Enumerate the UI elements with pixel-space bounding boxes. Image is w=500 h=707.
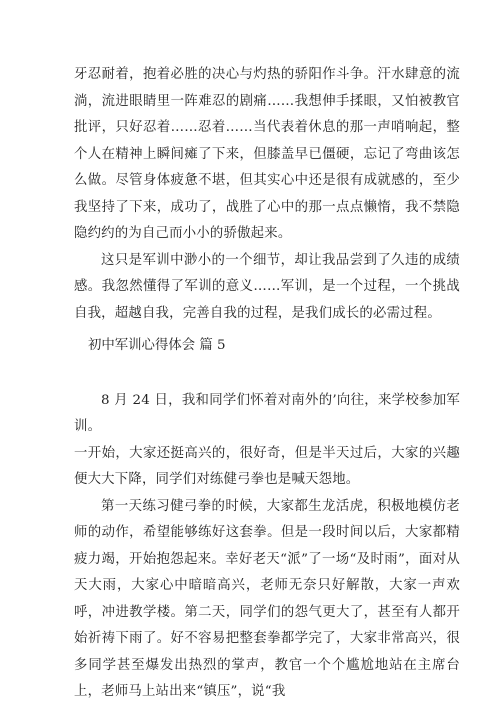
paragraph-1: 牙忍耐着，抱着必胜的决心与灼热的骄阳作斗争。汗水肆意的流淌，流进眼睛里一阵难忍的剧痛……我想伸手揉眼，又怕被教官批评，只好忍着……忍着……当代表着休息的那一声哨响起，整个人在精神上瞬间瘫了下来，但膝盖早已僵硬，忘记了弯曲该怎么做。尽管身体疲惫不堪，但其实心中还是很有成就感的，至少我坚持了下来，成功了，战胜了心中的那一点点懒惰，我不禁隐隐约约的为自己而小小的骄傲起来。 [74, 67, 460, 241]
section-heading: 初中军训心得体会 篇 5 [88, 338, 226, 353]
paragraph-2: 这只是军训中渺小的一个细节，却让我品尝到了久违的成绩感。我忽然懂得了军训的意义……军训，是一个过程，一个挑战自我，超越自我，完善自我的过程，是我们成长的必需过程。 [74, 252, 460, 321]
spacer [74, 360, 460, 388]
paragraph-4: 一开始，大家还挺高兴的，很好奇，但是半天过后，大家的兴趣便大大下降，同学们对练健弓拳也是喊天怨地。 [74, 445, 460, 487]
paragraph-5: 第一天练习健弓拳的时候，大家都生龙活虎，积极地模仿老师的动作，希望能够练好这套拳。但是一段时间以后，大家都精疲力竭，开始抱怨起来。幸好老天“派”了一场“及时雨”，面对从天大雨，大家心中暗暗高兴，老师无奈只好解散，大家一声欢呼，冲进教学楼。第二天，同学们的怨气更大了，甚至有人都开始祈祷下雨了。好不容易把整套拳都学完了，大家非常高兴，很多同学甚至爆发出热烈的掌声，教官一个个尴尬地站在主席台上，老师马上站出来“镇压”，说“我 [74, 498, 460, 699]
paragraph-3: 8 月 24 日，我和同学们怀着对南外的’向往，来学校参加军训。 [74, 392, 460, 434]
